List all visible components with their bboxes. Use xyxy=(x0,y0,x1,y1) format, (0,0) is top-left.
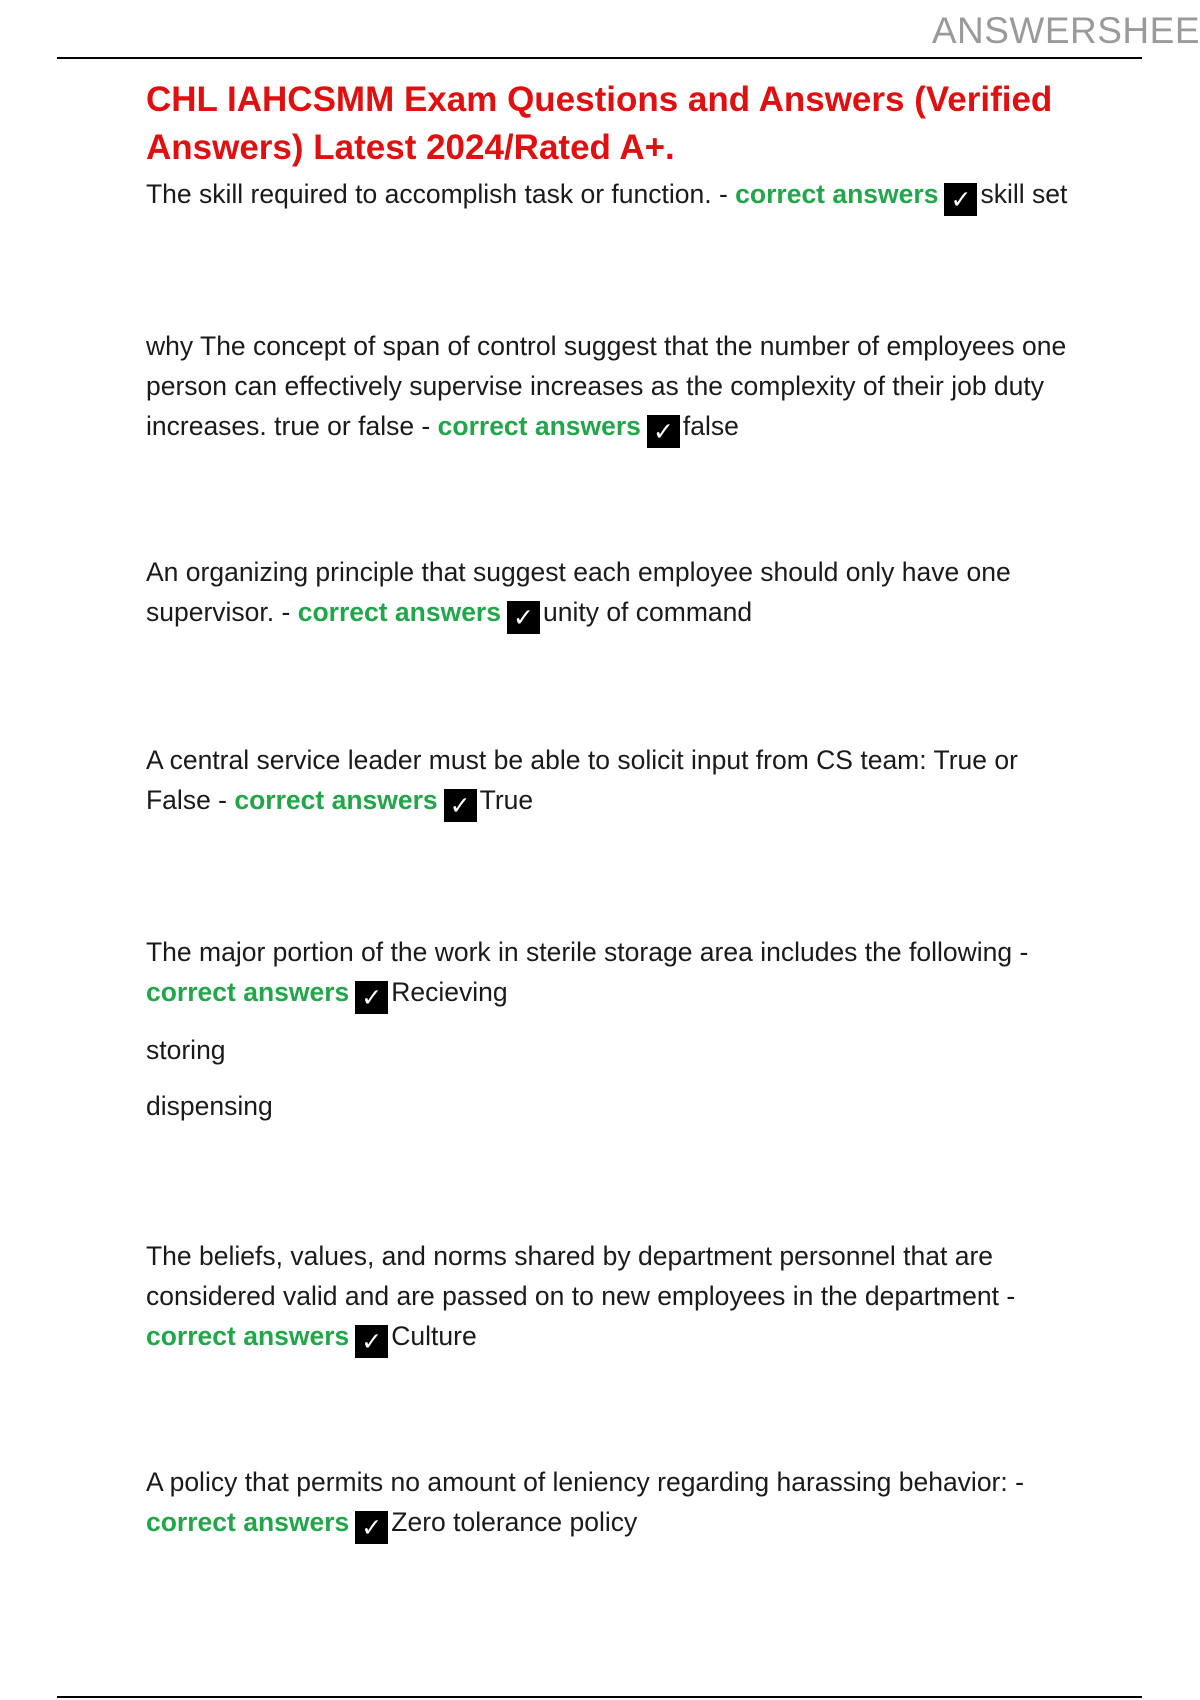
answer-text: Culture xyxy=(391,1321,477,1351)
check-box-icon: ✓ xyxy=(507,601,540,634)
answer-text: unity of command xyxy=(542,597,753,627)
correct-answers-label: correct answers xyxy=(234,785,438,815)
check-box-icon: ✓ xyxy=(647,415,680,448)
correct-answers-label: correct answers xyxy=(146,977,350,1007)
question-text: The beliefs, values, and norms shared by department personnel that are considered valid and are passed on to new employees in the department - xyxy=(146,1241,1016,1311)
question-text: The skill required to accomplish task or function. - xyxy=(146,179,728,209)
answer-text: false xyxy=(682,411,739,441)
qa-item-3 xyxy=(146,552,1086,634)
check-box-icon: ✓ xyxy=(355,1511,388,1544)
document-body xyxy=(146,76,1086,1544)
answer-text: Recieving xyxy=(391,977,508,1007)
question-text: why The concept of span of control suggest that the number of employees one person can effectively supervise increases as the complexity of their job duty increases. true or false - xyxy=(146,331,1067,441)
qa-item-6 xyxy=(146,1236,1086,1358)
check-box-icon: ✓ xyxy=(944,183,977,216)
correct-answers-label: correct answers xyxy=(146,1507,350,1537)
qa-item-7 xyxy=(146,1462,1086,1544)
check-box-icon: ✓ xyxy=(355,1325,388,1358)
check-box-icon: ✓ xyxy=(444,789,477,822)
qa-item-4 xyxy=(146,740,1086,822)
qa-item-5 xyxy=(146,932,1086,1014)
correct-answers-label: correct answers xyxy=(146,1321,350,1351)
qa-item-1 xyxy=(146,174,1086,216)
watermark: ANSWERSHEE xyxy=(931,10,1200,51)
correct-answers-label: correct answers xyxy=(437,411,641,441)
footer-rule xyxy=(57,1696,1142,1698)
qa-item-2 xyxy=(146,326,1086,448)
question-text: The major portion of the work in sterile storage area includes the following - xyxy=(146,937,1029,967)
answer-continuation: storing xyxy=(146,1035,226,1065)
document-title: CHL IAHCSMM Exam Questions and Answers (Verified Answers) Latest 2024/Rated A+. xyxy=(146,80,1053,167)
answer-text: skill set xyxy=(980,179,1068,209)
answer-continuation: dispensing xyxy=(146,1091,273,1121)
question-text: An organizing principle that suggest each employee should only have one supervisor. - xyxy=(146,557,1011,627)
header-rule xyxy=(57,57,1142,59)
check-box-icon: ✓ xyxy=(355,981,388,1014)
answer-text: True xyxy=(479,785,534,815)
correct-answers-label: correct answers xyxy=(735,179,939,209)
question-text: A central service leader must be able to solicit input from CS team: True or False - xyxy=(146,745,1018,815)
correct-answers-label: correct answers xyxy=(297,597,501,627)
answer-text: Zero tolerance policy xyxy=(391,1507,638,1537)
question-text: A policy that permits no amount of leniency regarding harassing behavior: - xyxy=(146,1467,1024,1497)
